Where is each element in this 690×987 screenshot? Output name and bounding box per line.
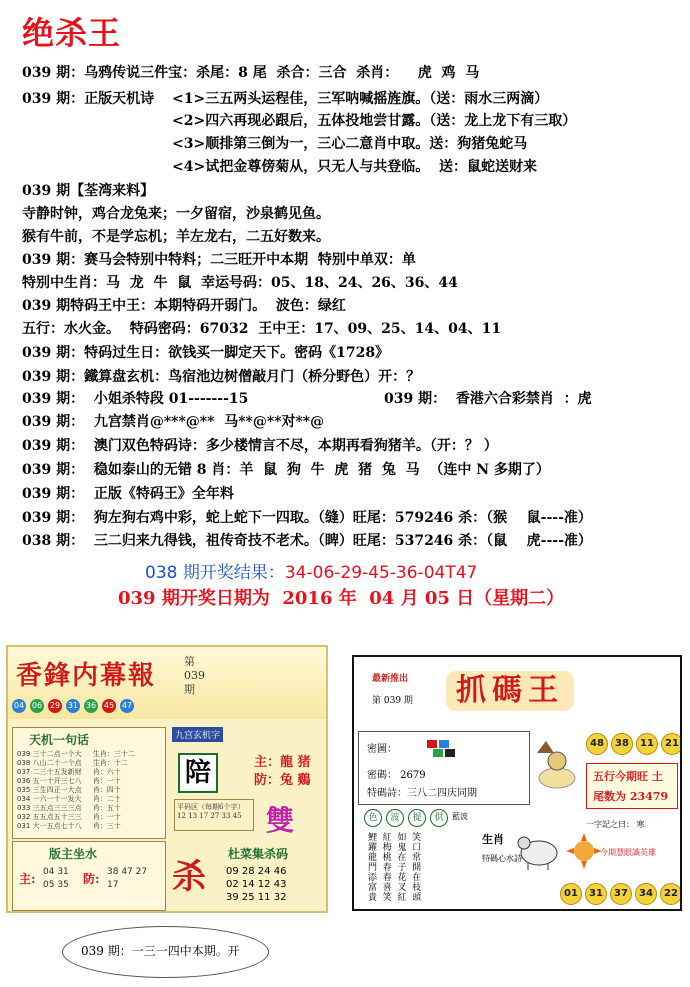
line-riddle-2: 猴有牛前，不是学忘机；羊左龙右，二五好数来。 — [22, 229, 330, 245]
nine-palace-box — [170, 727, 322, 837]
tag: 供 — [430, 809, 448, 827]
number-ball: 38 — [611, 733, 633, 755]
draw-result — [145, 558, 477, 583]
number-ball: 31 — [66, 699, 80, 713]
nine-palace-char: 陪 — [178, 753, 218, 793]
right-poster — [352, 655, 682, 911]
special-heart-label: 特碼心水詩 — [482, 854, 522, 863]
line-macau-poem: 039 期： 澳门双色特码诗：多少楼情言不尽，本期再看狗猪羊。（开：？ ） — [22, 438, 498, 454]
code-number: 密碼： 2679 — [367, 770, 426, 781]
line-poem-1: <1>三五两头运程佳，三军呐喊摇旌旗。（送：雨水三两滴） — [172, 91, 549, 107]
nine-palace-title: 九宫玄机字 — [172, 727, 223, 742]
tag: 提 — [408, 809, 426, 827]
number-ball: 37 — [610, 883, 632, 905]
nine-palace-fang: 防：兔 鷄 — [254, 773, 311, 788]
weishu-text: 尾数为 23479 — [593, 790, 669, 803]
line-riddle-1: 寺静时钟，鸡合龙兔来；一夕留宿，沙泉鹤见鱼。 — [22, 206, 330, 222]
banzhu-fang-label: 防: — [83, 872, 100, 886]
line-zodiac-lucky: 特别中生肖：马 龙 牛 鼠 幸运号码：05、18、24、26、36、44 — [22, 275, 458, 291]
mima-label: 密圖： — [367, 744, 397, 755]
page-title: 绝杀王 — [22, 14, 122, 52]
top-balls — [586, 733, 682, 755]
number-ball: 11 — [636, 733, 658, 755]
kill-code-numbers: 09 28 24 46 02 14 12 43 39 25 11 32 — [226, 866, 287, 903]
line-eight-zodiac: 039 期： 稳如泰山的无错 8 肖：羊 鼠 狗 牛 虎 猪 兔 马 （连中 N 多期了） — [22, 462, 550, 478]
number-ball: 06 — [30, 699, 44, 713]
draw-result-label: 038 期开奖结果： — [145, 563, 285, 583]
line-jockey: 039 期：赛马会特别中特料；二三旺开中本期 特别中单双：单 — [22, 252, 416, 268]
tianji-box-rows: 039 三十二点一个大 生肖：三十二 038 八山二十一个点 生肖：十二 037 二三十五发新财 肖：六十 036 五一十开三七八 肖：一十 035 三生四正一大点 肖：四十 034 一六一十一发大 肖：二十 033 三五点三三三点 肖：五十 032 五五点五十三三 肖：一十 031 大一五点七十八 肖：三十 — [17, 750, 135, 830]
number-ball: 48 — [586, 733, 608, 755]
banzhu-zhu-numbers: 04 31 05 35 — [43, 867, 69, 890]
line-annual: 039 期： 正版《特码王》全年料 — [22, 486, 234, 502]
line-poem-2: <2>四六再现必跟后，五体投地尝甘露。（送：龙上龙下有三取） — [172, 113, 577, 129]
banzhu-zhu-label: 主: — [19, 872, 36, 886]
line-038-tail: 038 期： 三二归来九得钱，祖传奇技不老术。（睥）旺尾：537246 杀：（鼠 虎----准） — [22, 533, 592, 549]
new-release-label: 最新推出 — [372, 674, 409, 684]
speech-bubble — [62, 926, 269, 978]
code-box — [358, 731, 530, 805]
kill-char: 杀 — [172, 857, 206, 897]
line-king: 039 期特码王中王：本期特码开弱门。 波色：绿红 — [22, 298, 346, 314]
line-wuxing: 五行：水火金。 特码密码：67032 王中王：17、09、25、14、04、11 — [22, 321, 502, 337]
line-tianji-title: 039 期：正版天机诗 — [22, 91, 155, 107]
color-wave-tags — [364, 809, 468, 827]
special-poem-label: 特碼詩：三八二四庆同期 — [367, 788, 477, 799]
number-ball: 36 — [84, 699, 98, 713]
number-ball: 01 — [560, 883, 582, 905]
line-crow-legend: 039 期：乌鸦传说三件宝：杀尾：8 尾 杀合：三合 杀肖： 虎 鸡 马 — [22, 65, 480, 81]
ox-illustration-icon — [514, 827, 564, 871]
number-ball: 29 — [48, 699, 62, 713]
tianji-box-title: 天机一句话 — [29, 733, 90, 747]
kill-code-box — [170, 843, 322, 909]
wuxing-box — [586, 763, 678, 809]
kill-code-title: 杜菜集杀码 — [228, 847, 289, 861]
left-poster-issue: 第 039 期 — [184, 655, 205, 696]
nine-palace-zhu: 主：龍 猪 — [254, 755, 311, 770]
line-birthday: 039 期：特码过生日：欲钱买一脚定天下。密码《1728》 — [22, 345, 390, 361]
speech-bubble-text: 039 期：一三一四中本期。开 — [81, 944, 240, 958]
sun-cow-icon — [564, 831, 604, 871]
line-tsuen-wan: 039 期【荃湾来料】 — [22, 183, 155, 199]
line-039-tail: 039 期： 狗左狗右鸡中彩，蛇上蛇下一四取。（缝）旺尾：579246 杀：（猴 鼠----准） — [22, 510, 592, 526]
number-ball: 22 — [660, 883, 682, 905]
draw-result-numbers: 34-06-29-45-36-04T47 — [284, 563, 478, 583]
tag-extra: 藍波 — [452, 812, 468, 821]
banzhu-fang-numbers: 38 47 27 17 — [107, 867, 148, 890]
draw-date: 039 期开奖日期为 2016 年 04 月 05 日（星期二） — [118, 588, 565, 609]
number-ball: 21 — [661, 733, 682, 755]
right-poster-issue: 第 039 期 — [372, 696, 413, 706]
left-poster-balls — [12, 699, 134, 715]
line-abacus: 039 期：鐵算盘玄机：鸟宿池边树僧敲月门（桥分野色）开：？ — [22, 369, 421, 385]
number-ball: 47 — [120, 699, 134, 713]
number-ball: 45 — [102, 699, 116, 713]
line-nine-palace: 039 期： 九宫禁肖@***@** 马**@**对**@ — [22, 414, 325, 430]
fortune-text: 今期慧眼識英雄 — [600, 848, 656, 857]
banzhu-box — [12, 841, 166, 911]
left-poster — [6, 645, 328, 913]
banzhu-box-title: 版主坐水 — [49, 847, 98, 861]
zodiac-label: 生肖 — [482, 833, 504, 846]
line-miss-kill: 039 期： 小姐杀特段 01-------15 — [22, 391, 249, 407]
illustration-icon — [532, 733, 582, 803]
wuxing-text: 五行今期旺 土 — [593, 770, 663, 783]
one-word-note: 一字記之曰： 寒 — [586, 820, 645, 829]
double-char: 雙 — [266, 804, 295, 837]
number-ball: 31 — [585, 883, 607, 905]
right-poster-title: 抓碼王 — [446, 671, 574, 711]
bottom-balls — [560, 883, 682, 905]
number-ball: 04 — [12, 699, 26, 713]
tag: 波 — [386, 809, 404, 827]
number-ball: 34 — [635, 883, 657, 905]
tianji-box — [12, 727, 166, 839]
colorful-logo-icon — [425, 738, 461, 758]
line-poem-4: <4>试把金尊傍菊从，只无人与共登临。 送：鼠蛇送财来 — [172, 159, 537, 175]
line-poem-3: <3>顺排第三倒为一，三心二意肖中取。送：狗猪兔蛇马 — [172, 136, 528, 152]
tag: 色 — [364, 809, 382, 827]
line-hk-ban: 039 期： 香港六合彩禁肖 ：虎 — [384, 391, 592, 407]
flat-zone: 平码区（每期6个字） 12 13 17 27 33 45 — [174, 799, 254, 831]
left-poster-title: 香鋒内幕報 — [16, 661, 157, 691]
vertical-poem: 鯉 紅 如 笑 躍 梅 鬼 口 龍 桃 在 常 門 春 子 開 添 春 花 在 富 喜 叉 枝 貴 笑 紅 頭 — [368, 833, 422, 903]
